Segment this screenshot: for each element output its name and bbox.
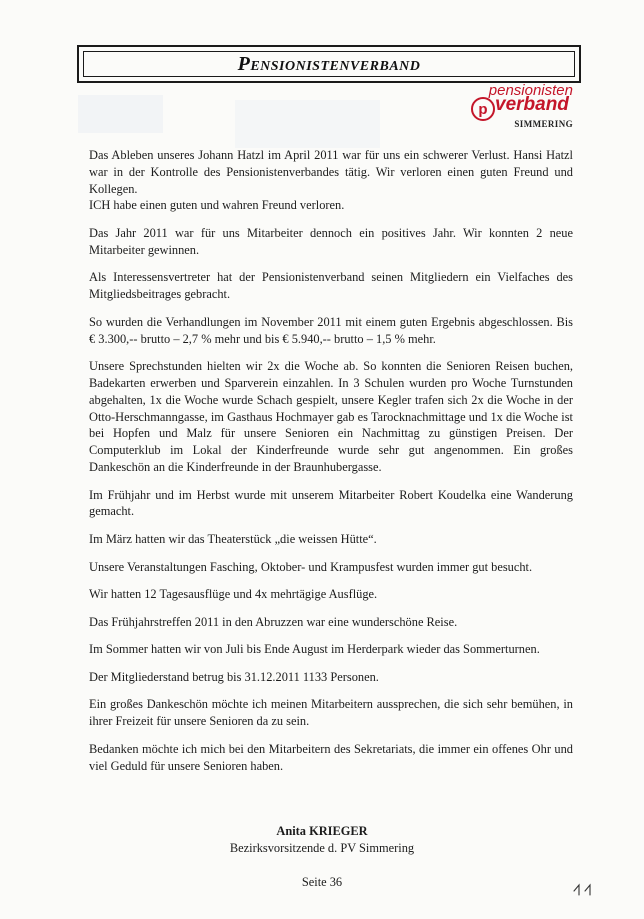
paragraph <box>89 358 573 476</box>
paragraph <box>89 669 573 686</box>
paragraph-text: Das Jahr 2011 war für uns Mitarbeiter dennoch ein positives Jahr. Wir konnten 2 neue Mitarbeiter gewinnen. <box>89 225 573 257</box>
paragraph <box>89 225 573 259</box>
paragraph <box>89 741 573 775</box>
paragraph <box>89 614 573 631</box>
paragraph <box>89 269 573 303</box>
paragraph-text: Der Mitgliederstand betrug bis 31.12.2011 1133 Personen. <box>89 669 379 684</box>
signature-name: Anita KRIEGER <box>276 824 368 838</box>
logo-p-icon: p <box>471 97 495 121</box>
paragraph-text: So wurden die Verhandlungen im November 2011 mit einem guten Ergebnis abgeschlossen. Bis € 3.300,-- brutto – 2,7 % mehr und bis € 5.940,-- brutto – 1,5 % mehr. <box>89 314 573 346</box>
paragraph-text: Im Frühjahr und im Herbst wurde mit unserem Mitarbeiter Robert Koudelka eine Wanderung gemacht. <box>89 487 573 519</box>
paragraph <box>89 641 573 658</box>
page-title: Pensionistenverband <box>237 52 421 75</box>
title-banner <box>77 45 581 83</box>
paragraph <box>89 487 573 521</box>
paragraph-text: Das Ableben unseres Johann Hatzl im April 2011 war für uns ein schwerer Verlust. Hansi Hatzl war in der Kontrolle des Pensionistenverbandes tätig. Wir verloren einen guten Freund und Kollegen. <box>89 148 573 196</box>
paragraph-text: Ein großes Dankeschön möchte ich meinen Mitarbeitern aussprechen, die sich sehr bemühen, in ihrer Freizeit für unsere Senioren da zu sein. <box>89 697 573 729</box>
signature-title: Bezirksvorsitzende d. PV Simmering <box>229 841 415 855</box>
logo-line-verband: verband <box>495 94 569 115</box>
paragraph-text: Als Interessensvertreter hat der Pensionistenverband seinen Mitgliedern ein Vielfaches des Mitgliedsbeitrages gebracht. <box>89 270 573 302</box>
paragraph <box>89 147 573 214</box>
paragraph-text: Im März hatten wir das Theaterstück „die weissen Hütte“. <box>89 531 377 546</box>
letter-body <box>89 147 573 785</box>
paragraph-text: Wir hatten 12 Tagesausflüge und 4x mehrtägige Ausflüge. <box>89 587 378 602</box>
paragraph-text: Das Frühjahrstreffen 2011 in den Abruzzen war eine wunderschöne Reise. <box>89 614 458 629</box>
page-number: Seite 36 <box>301 875 343 889</box>
faded-background-block <box>235 100 380 148</box>
handwritten-mark <box>572 882 596 896</box>
faded-background-block <box>78 95 163 133</box>
paragraph <box>89 314 573 348</box>
pensionistenverband-logo <box>462 82 577 128</box>
paragraph-text: Bedanken möchte ich mich bei den Mitarbeitern des Sekretariats, die immer ein offenes Ohr und viel Geduld für unsere Senioren haben. <box>89 741 573 773</box>
title-banner-inner <box>83 51 575 77</box>
paragraph <box>89 586 573 603</box>
paragraph <box>89 559 573 576</box>
signature-block <box>0 823 644 857</box>
paragraph-text: ICH habe einen guten und wahren Freund verloren. <box>89 198 345 213</box>
paragraph <box>89 531 573 548</box>
paragraph-text: Unsere Sprechstunden hielten wir 2x die Woche ab. So konnten die Senioren Reisen buchen, Badekarten erwerben und Sparverein einzahlen. In 3 Schulen wurden pro Woche Turnstunden abgehalten, 1x die Woche wurde Schach gespielt, unsere Kegler trafen sich 2x die Woche in der Otto-Herschmanngasse, im Gasthaus Hochmayer gab es Tarocknachmittage und 1x die Woche ist bei Hopfen und Malz für unsere Senioren ein Nachmittag zu günstigen Preisen. Der Computerklub im Lokal der Kinderfreunde wurde sehr gut angenommen. Ein großes Dankeschön an die Kinderfreunde in der Braunhubergasse. <box>89 359 573 474</box>
paragraph <box>89 696 573 730</box>
paragraph-text: Im Sommer hatten wir von Juli bis Ende August im Herderpark wieder das Sommerturnen. <box>89 642 540 657</box>
logo-district: SIMMERING <box>514 119 573 129</box>
paragraph-text: Unsere Veranstaltungen Fasching, Oktober- und Krampusfest wurden immer gut besucht. <box>89 559 533 574</box>
logo-line-pensionisten: pensionisten <box>488 82 573 99</box>
